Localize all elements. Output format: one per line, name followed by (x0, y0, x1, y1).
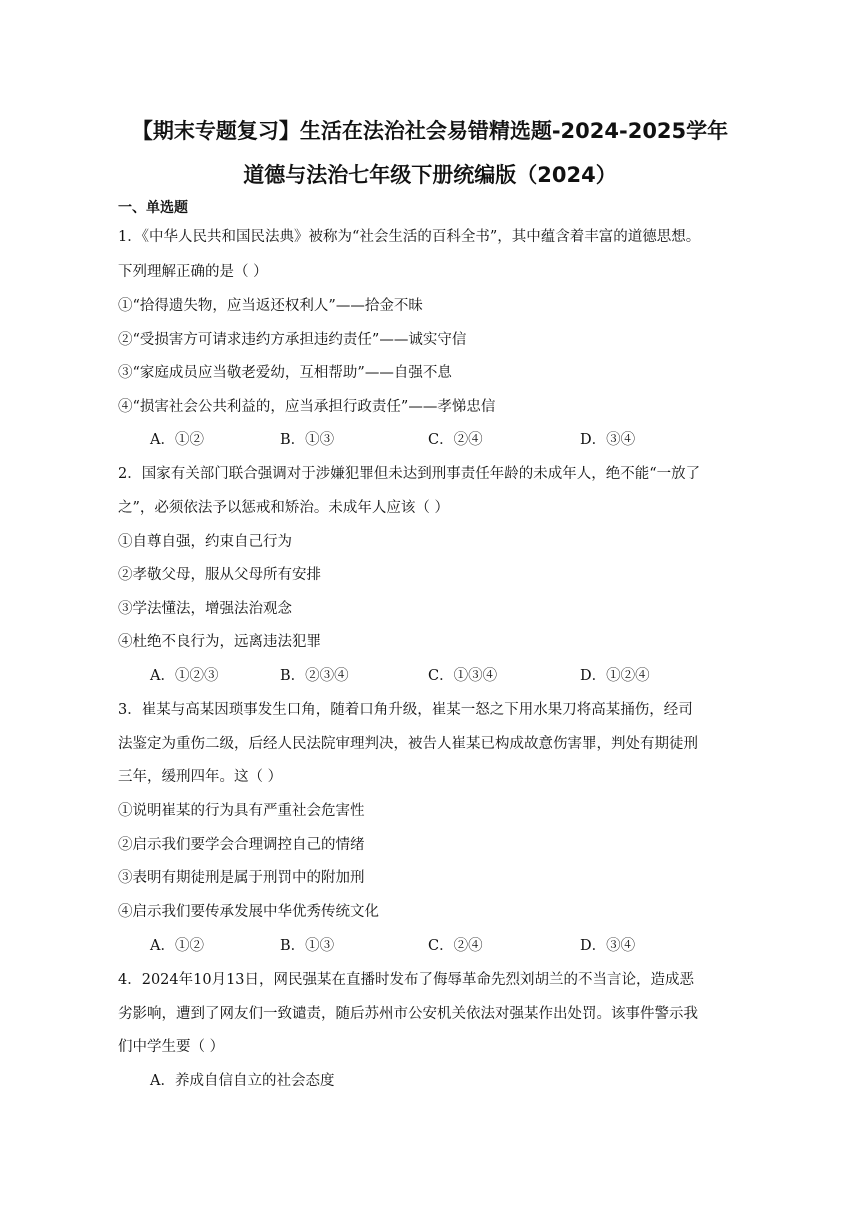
question-2-statement-3: ③学法懂法，增强法治观念 (118, 601, 292, 617)
question-2-stem-line-1: 2．国家有关部门联合强调对于涉嫌犯罪但未达到刑事责任年龄的未成年人，绝不能“一放了 (118, 466, 701, 482)
document-title-line-1: 【期末专题复习】生活在法治社会易错精选题-2024-2025学年 (131, 119, 729, 143)
section-heading: 一、单选题 (118, 200, 188, 216)
question-3-options (150, 934, 800, 954)
question-2-stem-line-2: 之”，必须依法予以惩戒和矫治。未成年人应该（ ） (118, 500, 450, 516)
question-3-statement-4: ④启示我们要传承发展中华优秀传统文化 (118, 904, 379, 920)
question-1-stem-line-2: 下列理解正确的是（ ） (118, 264, 268, 280)
question-1-option-a[interactable]: A．①② (150, 432, 204, 448)
document-title-line-2: 道德与法治七年级下册统编版（2024） (243, 163, 617, 187)
question-1-statement-4: ④“损害社会公共利益的，应当承担行政责任”——孝悌忠信 (118, 399, 496, 415)
question-4-stem-line-2: 劣影响，遭到了网友们一致谴责，随后苏州市公安机关依法对强某作出处罚。该事件警示我 (118, 1006, 698, 1022)
question-1-option-d[interactable]: D．③④ (580, 432, 636, 448)
question-1-option-c[interactable]: C．②④ (428, 432, 483, 448)
question-4-stem-line-1: 4．2024年10月13日，网民强某在直播时发布了侮辱革命先烈刘胡兰的不当言论，造成恶 (118, 972, 695, 988)
question-1-option-b[interactable]: B．①③ (280, 432, 335, 448)
question-4-stem-line-3: 们中学生要（ ） (118, 1039, 225, 1055)
question-3-statement-3: ③表明有期徒刑是属于刑罚中的附加刑 (118, 870, 365, 886)
question-3-stem-line-2: 法鉴定为重伤二级，后经人民法院审理判决，被告人崔某已构成故意伤害罪，判处有期徒刑 (118, 736, 698, 752)
question-2-statement-4: ④杜绝不良行为，远离违法犯罪 (118, 634, 321, 650)
question-2-option-d[interactable]: D．①②④ (580, 668, 650, 684)
question-3-option-d[interactable]: D．③④ (580, 938, 636, 954)
question-4-options (150, 1069, 800, 1089)
question-3-statement-2: ②启示我们要学会合理调控自己的情绪 (118, 837, 365, 853)
question-3-stem-line-1: 3．崔某与高某因琐事发生口角，随着口角升级，崔某一怒之下用水果刀将高某捅伤，经司 (118, 702, 693, 718)
question-1-stem-line-1: 1．《中华人民共和国民法典》被称为“社会生活的百科全书”，其中蕴含着丰富的道德思想。 (118, 229, 701, 245)
question-1-options (150, 428, 800, 448)
question-3-option-c[interactable]: C．②④ (428, 938, 483, 954)
question-4-option-a[interactable]: A．养成自信自立的社会态度 (150, 1073, 335, 1089)
question-3-statement-1: ①说明崔某的行为具有严重社会危害性 (118, 803, 365, 819)
question-1-statement-3: ③“家庭成员应当敬老爱幼，互相帮助”——自强不息 (118, 365, 452, 381)
question-3-option-a[interactable]: A．①② (150, 938, 204, 954)
question-3-stem-line-3: 三年，缓刑四年。这（ ） (118, 769, 283, 785)
question-2-option-a[interactable]: A．①②③ (150, 668, 219, 684)
question-2-options (150, 664, 800, 684)
question-2-statement-1: ①自尊自强，约束自己行为 (118, 534, 292, 550)
question-1-statement-2: ②“受损害方可请求违约方承担违约责任”——诚实守信 (118, 332, 467, 348)
question-2-option-b[interactable]: B．②③④ (280, 668, 349, 684)
question-3-option-b[interactable]: B．①③ (280, 938, 335, 954)
question-2-statement-2: ②孝敬父母，服从父母所有安排 (118, 567, 321, 583)
question-2-option-c[interactable]: C．①③④ (428, 668, 498, 684)
question-1-statement-1: ①“拾得遗失物，应当返还权利人”——拾金不昧 (118, 298, 423, 314)
